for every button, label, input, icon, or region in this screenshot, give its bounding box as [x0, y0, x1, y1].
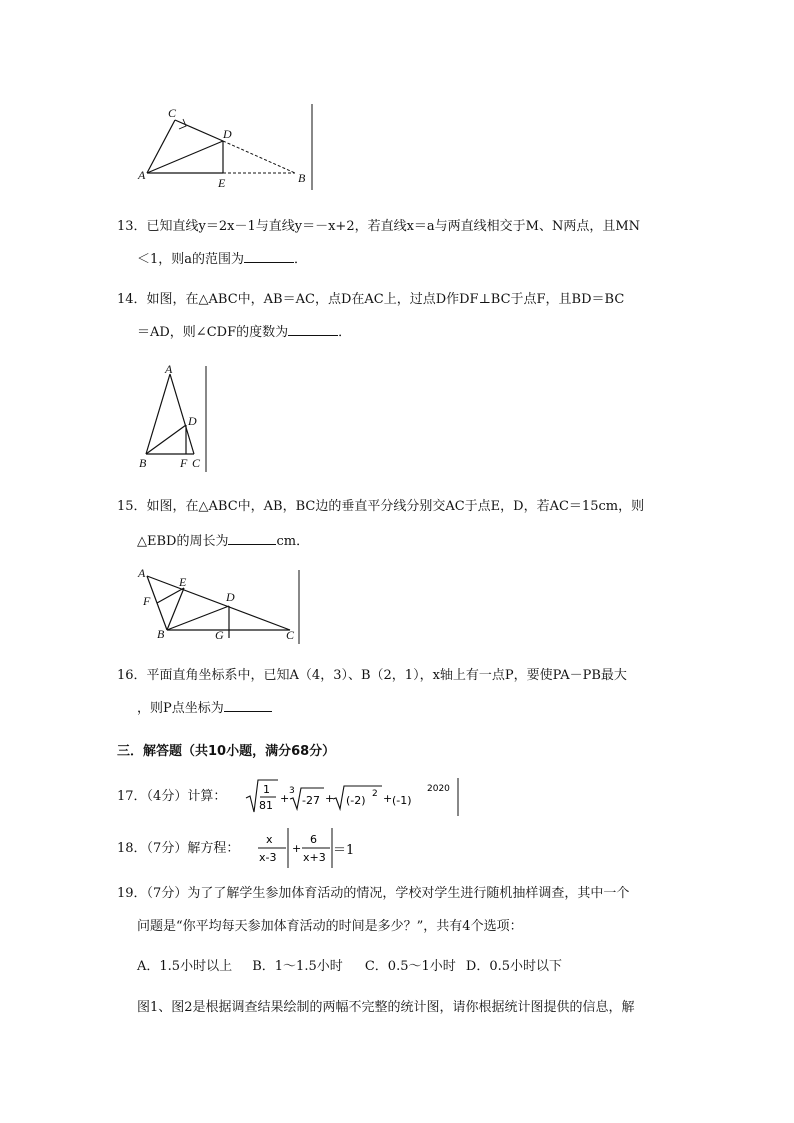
q18-f1-denominator: x-3 — [259, 851, 277, 864]
q17-sqrt-radicand: (-2) — [346, 794, 366, 807]
q14-line1: 14．如图，在△ABC中，AB＝AC，点D在AC上，过点D作DF⊥BC于点F，且BD＝BC — [117, 292, 625, 307]
label-b: B — [157, 627, 165, 641]
q17-label: 17．（4分）计算： — [117, 789, 227, 804]
q19-line2: 问题是“你平均每天参加体育活动的时间是多少？”，共有4个选项： — [137, 919, 523, 934]
q17-plus-1: + — [280, 792, 290, 805]
q13-line2-end: ． — [294, 252, 308, 267]
label-f: F — [143, 594, 151, 608]
q14-line2-end: ． — [338, 325, 352, 340]
label-c: C — [168, 106, 177, 120]
section-3-heading: 三．解答题（共10小题，满分68分） — [117, 744, 336, 759]
q13-line2 — [137, 248, 697, 270]
label-a: A — [138, 566, 146, 580]
q19-option-c: C．0.5～1小时 — [364, 959, 456, 974]
q14-triangle-figure — [132, 362, 212, 474]
label-d: D — [223, 127, 232, 141]
top-triangle-figure — [135, 100, 320, 192]
q16-line2 — [137, 697, 697, 719]
q19-options — [137, 957, 697, 977]
q17-plus-3: + — [383, 792, 393, 805]
q15-line2-end: cm． — [276, 534, 310, 549]
label-a: A — [165, 362, 173, 376]
label-c: C — [286, 628, 295, 642]
label-b: B — [298, 171, 306, 185]
q17-expression — [244, 776, 464, 818]
label-f: F — [180, 456, 188, 470]
q17-last-base: (-1) — [392, 794, 412, 807]
q17-cube-index: 3 — [289, 786, 295, 796]
q18-equation — [256, 826, 366, 870]
q16-line2-text: ，则P点坐标为 — [137, 701, 224, 716]
q15-line2-text: △EBD的周长为 — [137, 534, 229, 549]
label-b: B — [139, 456, 147, 470]
q17-fraction-denominator: 81 — [259, 799, 273, 812]
q19-line4: 图1、图2是根据调查结果绘制的两幅不完整的统计图，请你根据统计图提供的信息，解 — [137, 1000, 635, 1015]
q19-option-a: A．1.5小时以上 — [137, 959, 233, 974]
label-d: D — [226, 590, 235, 604]
q14-line2-text: ＝AD，则∠CDF的度数为 — [137, 325, 289, 340]
label-c: C — [192, 456, 201, 470]
q19-option-d: D．0.5小时以下 — [465, 959, 563, 974]
q18-f1-numerator: x — [266, 833, 273, 846]
q16-answer-blank — [224, 697, 272, 712]
label-g: G — [215, 628, 224, 642]
q15-answer-blank — [228, 530, 276, 545]
q15-triangle-figure — [135, 566, 305, 646]
q17-sqrt-exponent: 2 — [372, 789, 378, 799]
label-d: D — [188, 414, 197, 428]
q14-answer-blank — [288, 321, 338, 336]
q19-line1: 19．（7分）为了了解学生参加体育活动的情况，学校对学生进行随机抽样调查，其中一个 — [117, 886, 630, 901]
q17-cube-radicand: -27 — [302, 794, 320, 807]
q13-line2-text: ＜1，则a的范围为 — [137, 252, 245, 267]
q18-rhs: ＝1 — [333, 843, 355, 858]
q19-option-b: B．1～1.5小时 — [252, 959, 343, 974]
q18-label: 18．（7分）解方程： — [117, 841, 240, 856]
q15-line1: 15．如图，在△ABC中，AB，BC边的垂直平分线分别交AC于点E，D，若AC＝15cm，则 — [117, 499, 645, 514]
label-e: E — [179, 575, 187, 589]
label-a: A — [138, 168, 146, 182]
q13-line1: 13．已知直线y＝2x－1与直线y＝－x+2，若直线x＝a与两直线相交于M、N两点，且MN — [117, 219, 641, 234]
q18-line — [117, 839, 677, 859]
q17-fraction-numerator: 1 — [263, 783, 270, 796]
label-e: E — [218, 176, 226, 190]
q16-line1: 16．平面直角坐标系中，已知A（4，3）、B（2，1），x轴上有一点P，要使PA－PB最大 — [117, 668, 627, 683]
q18-f2-denominator: x+3 — [303, 851, 326, 864]
q15-line2 — [137, 530, 697, 552]
q18-f2-numerator: 6 — [310, 833, 317, 846]
q13-answer-blank — [244, 248, 294, 263]
q17-plus-2: + — [325, 792, 335, 805]
q18-plus: + — [292, 842, 302, 855]
q14-line2 — [137, 321, 697, 343]
q17-last-exponent: 2020 — [427, 784, 450, 794]
